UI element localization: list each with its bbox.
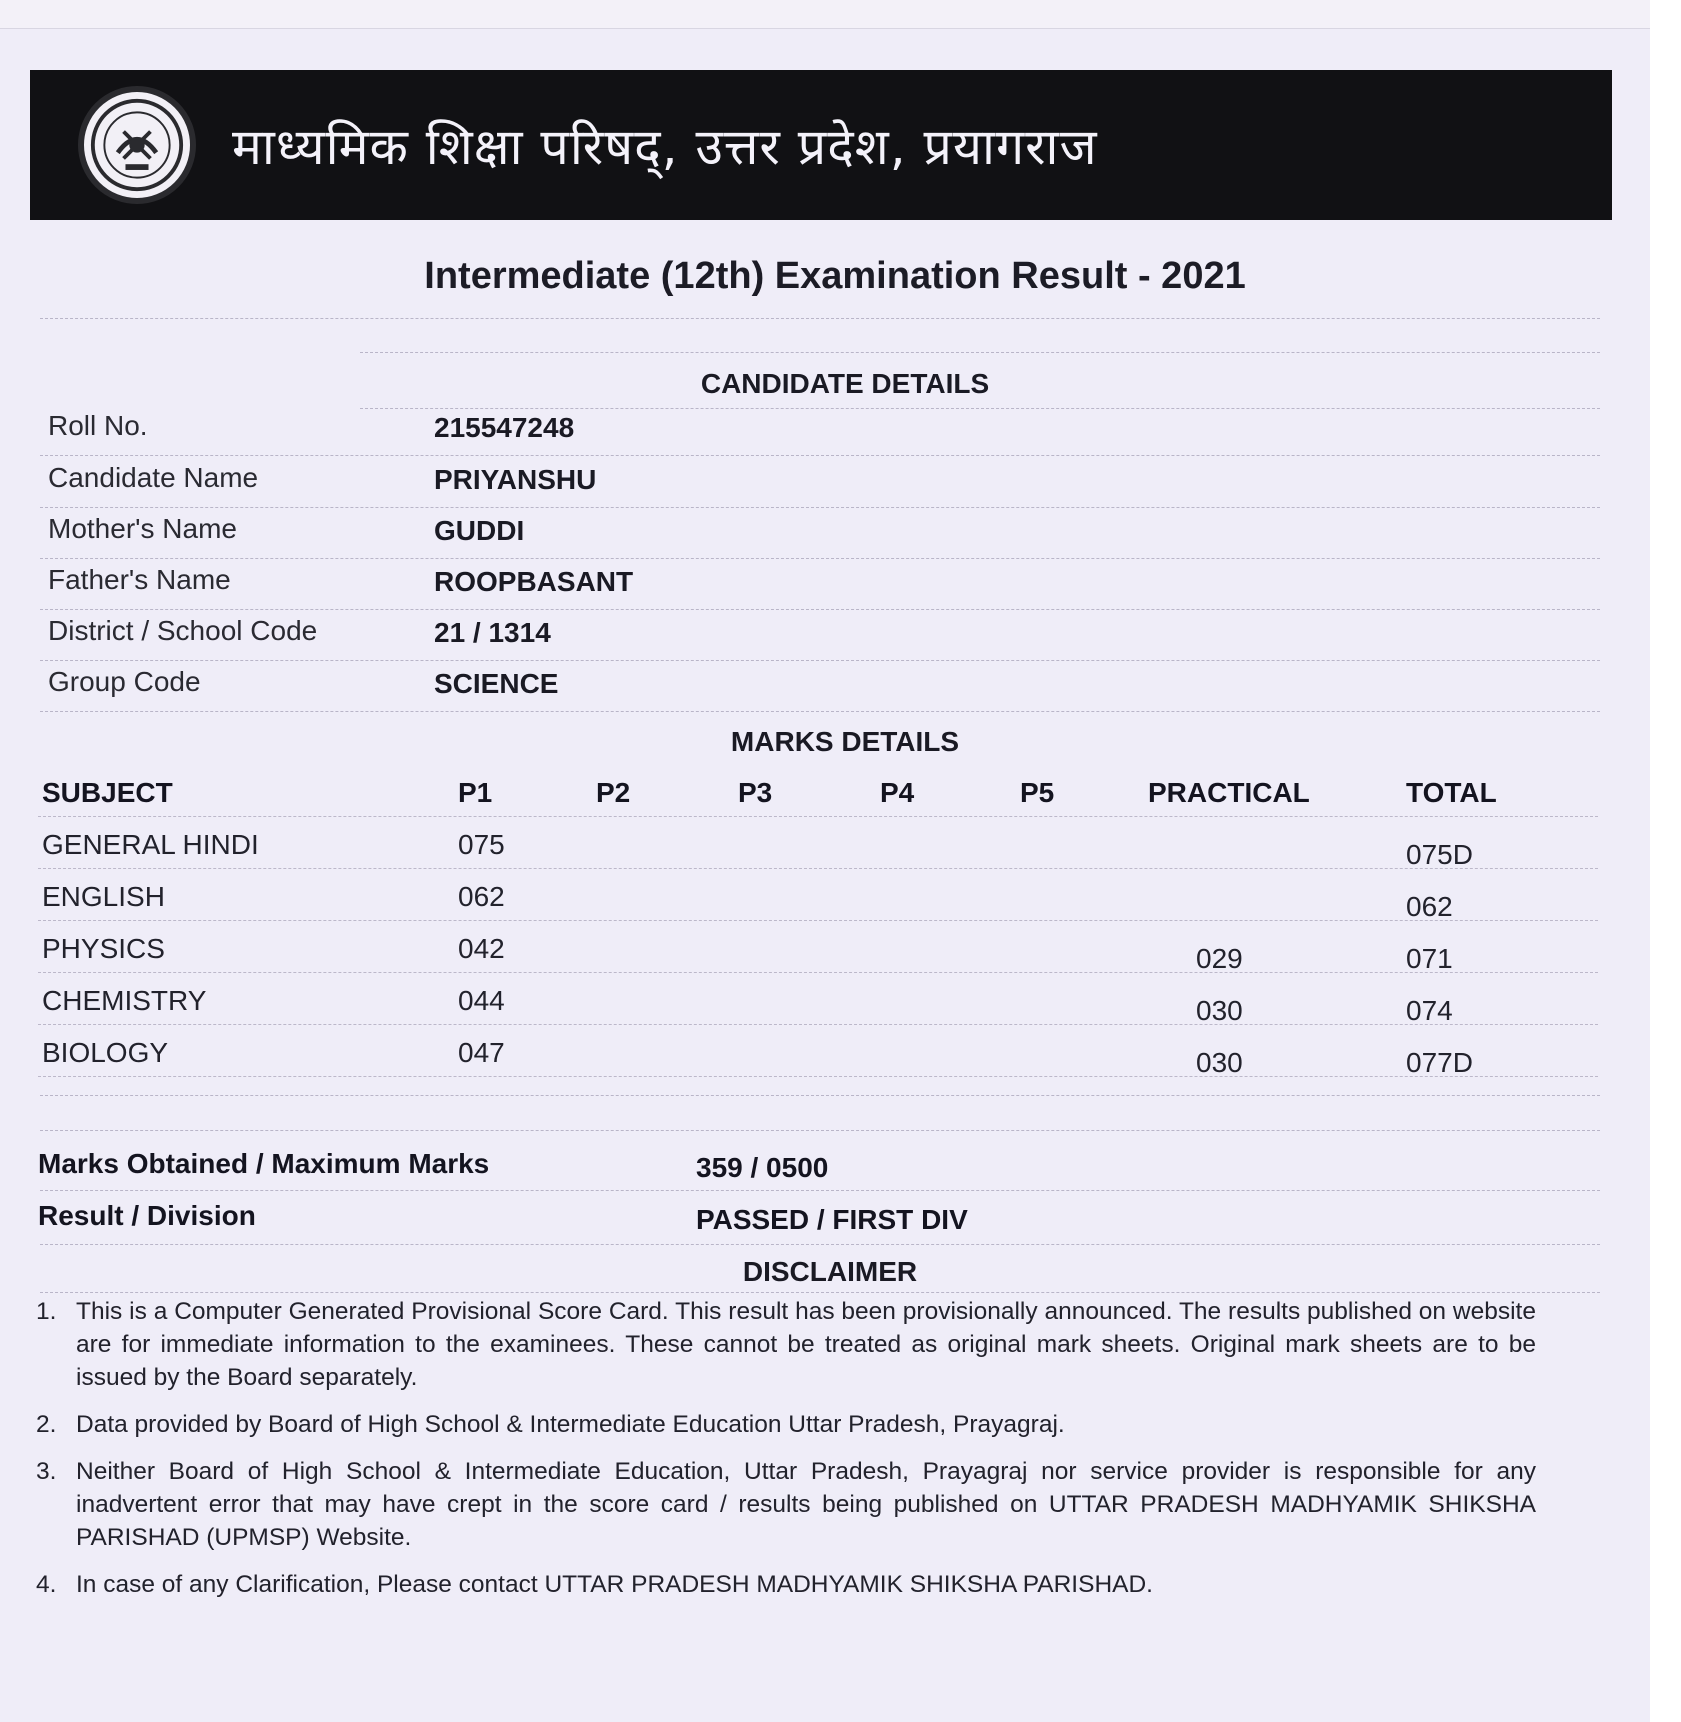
divider: [40, 1095, 1600, 1096]
candidate-row-group: [40, 656, 1600, 708]
disclaimer-title: DISCLAIMER: [742, 1256, 918, 1287]
page-margin: [1650, 0, 1681, 1722]
total-cell: 062: [1406, 891, 1453, 922]
marks-details-title: MARKS DETAILS: [730, 726, 960, 757]
candidate-row-father: [40, 554, 1600, 606]
divider: [40, 1130, 1600, 1131]
disclaimer-item-text: Data provided by Board of High School & Intermediate Education Uttar Pradesh, Prayagraj.: [76, 1411, 1065, 1438]
disclaimer-item-number: 4.: [36, 1571, 57, 1598]
col-p3: P3: [738, 777, 773, 808]
marks-header-row: [38, 765, 1598, 817]
roll-label: Roll No.: [48, 410, 148, 441]
divider: [40, 711, 1600, 712]
marks-obtained-row: [34, 1138, 1594, 1190]
disclaimer-item: [36, 1408, 1536, 1441]
disclaimer-item-text: Neither Board of High School & Intermediate Education, Uttar Pradesh, Prayagraj nor service provider is responsible for any inadvertent error that may have crept in the score card / results being published on UTTAR PRADESH MADHYAMIK SHIKSHA PARISHAD (UPMSP) Website.: [76, 1458, 1536, 1551]
board-seal-logo: [78, 86, 196, 204]
table-row: [38, 921, 1598, 973]
total-cell: 071: [1406, 943, 1453, 974]
col-subject: SUBJECT: [42, 777, 173, 808]
mother-name-label: Mother's Name: [48, 513, 237, 544]
district-school-value: 21 / 1314: [434, 617, 551, 648]
exam-title: Intermediate (12th) Examination Result - 2021: [424, 255, 1246, 297]
total-cell: 074: [1406, 995, 1453, 1026]
subject-cell: ENGLISH: [42, 881, 165, 912]
subject-cell: PHYSICS: [42, 933, 165, 964]
board-name-hindi: माध्यमिक शिक्षा परिषद्, उत्तर प्रदेश, प्रयागराज: [232, 118, 1098, 176]
col-practical: PRACTICAL: [1148, 777, 1310, 808]
divider: [40, 1292, 1600, 1293]
practical-cell: 030: [1196, 1047, 1243, 1078]
table-row: [38, 1025, 1598, 1077]
emblem-icon: [89, 97, 185, 193]
table-row: [38, 973, 1598, 1025]
divider: [360, 352, 1600, 353]
disclaimer-item-number: 3.: [36, 1458, 57, 1485]
candidate-name-label: Candidate Name: [48, 462, 259, 493]
disclaimer-item: [36, 1568, 1536, 1601]
col-p4: P4: [880, 777, 915, 808]
candidate-row-district: [40, 605, 1600, 657]
col-total: TOTAL: [1406, 777, 1497, 808]
p1-cell: 062: [458, 881, 505, 912]
candidate-row-mother: [40, 503, 1600, 555]
candidate-row-roll: [40, 400, 1600, 452]
group-code-label: Group Code: [48, 666, 201, 697]
disclaimer-item-text: In case of any Clarification, Please contact UTTAR PRADESH MADHYAMIK SHIKSHA PARISHAD.: [76, 1571, 1153, 1598]
marks-table: [38, 765, 1598, 1077]
practical-cell: 030: [1196, 995, 1243, 1026]
candidate-details-title: CANDIDATE DETAILS: [700, 368, 990, 399]
subject-cell: GENERAL HINDI: [42, 829, 259, 860]
result-division-label: Result / Division: [38, 1200, 256, 1231]
disclaimer-item-text: This is a Computer Generated Provisional Score Card. This result has been provisionally announced. The results published on website are for immediate information to the examinees. These cannot be treated as original mark sheets. Original mark sheets are to be issued by the Board separately.: [76, 1298, 1536, 1391]
father-name-label: Father's Name: [48, 564, 231, 595]
total-cell: 075D: [1406, 839, 1473, 870]
subject-cell: BIOLOGY: [42, 1037, 169, 1068]
marks-obtained-label: Marks Obtained / Maximum Marks: [38, 1148, 490, 1179]
divider: [40, 318, 1600, 319]
disclaimer-item: [36, 1295, 1536, 1394]
disclaimer-list: [36, 1295, 1536, 1615]
mother-name-value: GUDDI: [434, 515, 525, 546]
p1-cell: 075: [458, 829, 505, 860]
total-cell: 077D: [1406, 1047, 1473, 1078]
disclaimer-item: [36, 1455, 1536, 1554]
col-p1: P1: [458, 777, 493, 808]
marks-obtained-value: 359 / 0500: [696, 1152, 829, 1183]
col-p2: P2: [596, 777, 631, 808]
disclaimer-item-number: 1.: [36, 1298, 57, 1325]
table-row: [38, 869, 1598, 921]
p1-cell: 042: [458, 933, 505, 964]
result-division-value: PASSED / FIRST DIV: [696, 1204, 968, 1235]
result-row: [34, 1190, 1594, 1242]
table-row: [38, 817, 1598, 869]
p1-cell: 047: [458, 1037, 505, 1068]
group-code-value: SCIENCE: [434, 668, 559, 699]
practical-cell: 029: [1196, 943, 1243, 974]
disclaimer-item-number: 2.: [36, 1411, 57, 1438]
board-header: [30, 70, 1612, 220]
subject-cell: CHEMISTRY: [42, 985, 207, 1016]
candidate-row-name: [40, 452, 1600, 504]
roll-value: 215547248: [434, 412, 575, 443]
district-school-label: District / School Code: [48, 615, 318, 646]
divider: [40, 1244, 1600, 1245]
col-p5: P5: [1020, 777, 1055, 808]
candidate-name-value: PRIYANSHU: [434, 464, 597, 495]
p1-cell: 044: [458, 985, 505, 1016]
father-name-value: ROOPBASANT: [434, 566, 634, 597]
